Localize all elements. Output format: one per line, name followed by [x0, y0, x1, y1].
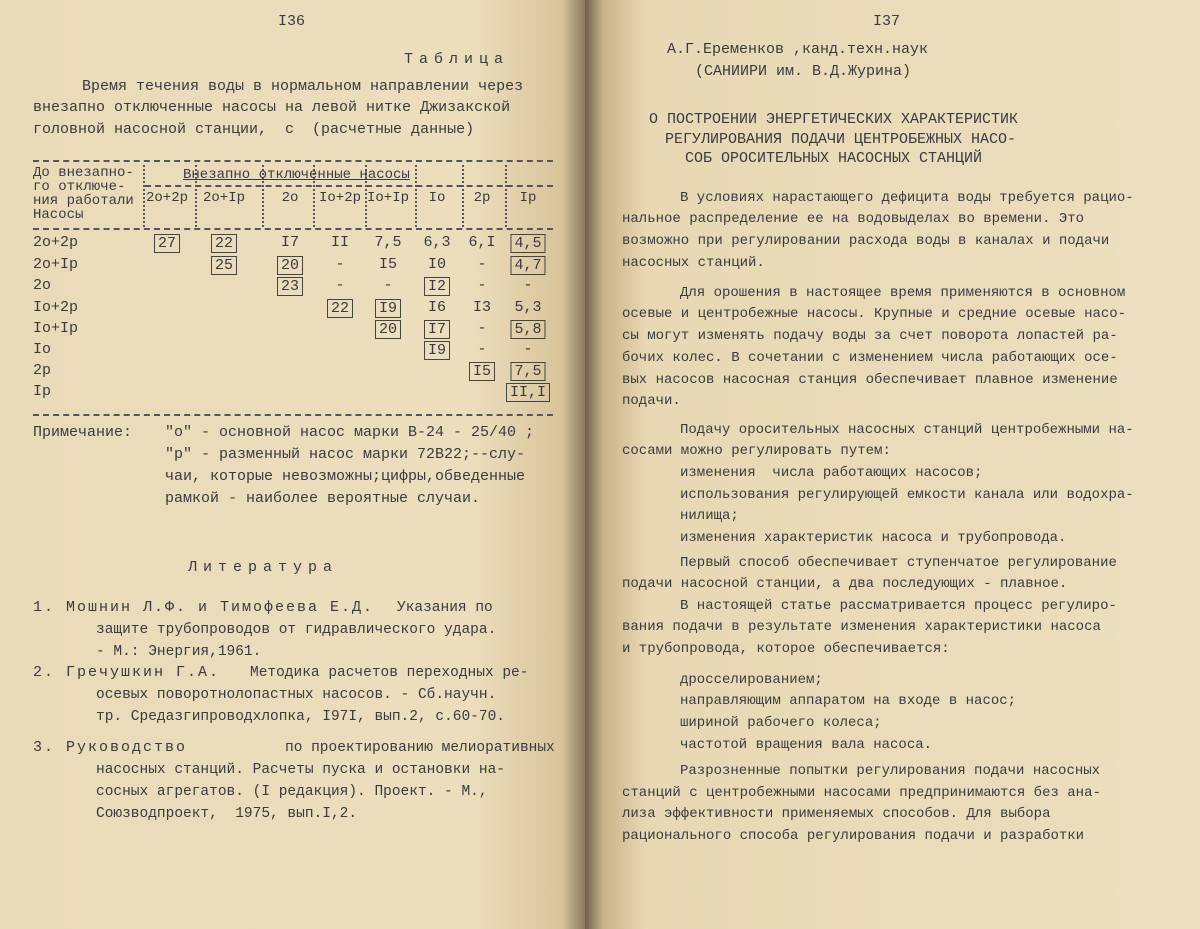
row-header-label: го отключе-: [33, 179, 126, 195]
body-line: и трубопровода, которое обеспечивается:: [622, 641, 950, 657]
table-cell: -: [477, 256, 487, 273]
column-header: Iр: [519, 190, 537, 206]
note-line: "о" - основной насос марки В-24 - 25/40 ;: [165, 424, 535, 441]
right-page: [585, 0, 1200, 929]
boxed-table-cell: I9: [375, 299, 401, 318]
body-line: осевые и центробежные насосы. Крупные и средние осевые насо-: [622, 306, 1127, 322]
table-cell: -: [477, 320, 487, 337]
body-line: изменения числа работающих насосов;: [680, 465, 983, 481]
table-cell: 6,3: [423, 234, 451, 251]
reference-author: 3. Руководство: [33, 739, 188, 756]
body-line: подачи.: [622, 393, 681, 409]
reference-line: - М.: Энергия,1961.: [96, 644, 262, 660]
body-line: возможно при регулировании расхода воды в каналах и подачи: [622, 233, 1110, 249]
column-divider: [415, 165, 417, 227]
reference-line: Методика расчетов переходных ре-: [250, 665, 529, 681]
row-label: Iо+2р: [33, 299, 79, 316]
table-cell: I7: [280, 234, 300, 251]
page-number: I37: [873, 13, 901, 30]
group-header: Внезапно отключенные насосы: [183, 167, 410, 183]
row-label: Iо+Iр: [33, 320, 79, 337]
boxed-table-cell: 20: [375, 320, 401, 339]
column-header: Iо+2р: [318, 190, 362, 206]
table-cell: -: [523, 341, 533, 358]
article-title-line: СОБ ОРОСИТЕЛЬНЫХ НАСОСНЫХ СТАНЦИЙ: [685, 150, 983, 167]
reference-line: по проектированию мелиоративных: [285, 740, 555, 756]
body-line: сы могут изменять подачу воды за счет поворота лопастей ра-: [622, 328, 1118, 344]
body-line: вания подачи в результате изменения характеристики насоса: [622, 619, 1101, 635]
body-line: лиза эффективности применяемых способов. Для выбора: [622, 806, 1051, 822]
row-label: Iр: [33, 383, 52, 400]
table-label: Таблица: [404, 51, 510, 68]
column-header: 2о+Iр: [202, 190, 246, 206]
boxed-table-cell: I2: [424, 277, 450, 296]
note-line: рамкой - наиболее вероятные случаи.: [165, 490, 481, 507]
table-cell: II: [330, 234, 350, 251]
body-line: изменения характеристик насоса и трубопровода.: [680, 530, 1067, 546]
table-cell: -: [477, 277, 487, 294]
boxed-table-cell: 25: [211, 256, 237, 275]
table-caption-line: внезапно отключенные насосы на левой нитке Джизакской: [33, 99, 511, 116]
body-line: нальное распределение ее на водовыделах во времени. Это: [622, 211, 1085, 227]
reference-author: 2. Гречушкин Г.А.: [33, 664, 221, 681]
reference-author: 1. Мошнин Л.Ф. и Тимофеева Е.Д.: [33, 599, 375, 616]
table-cell: 7,5: [374, 234, 402, 251]
column-divider: [505, 165, 507, 227]
body-line: шириной рабочего колеса;: [680, 715, 882, 731]
table-cell: I3: [472, 299, 492, 316]
reference-line: осевых поворотнолопастных насосов. - Сб.научн.: [96, 687, 497, 703]
table-rule: [145, 185, 553, 187]
table-cell: I5: [378, 256, 398, 273]
reference-line: насосных станций. Расчеты пуска и остановки на-: [96, 762, 505, 778]
note-label: Примечание:: [33, 424, 133, 441]
column-header: Iо: [428, 190, 446, 206]
table-cell: -: [523, 277, 533, 294]
body-line: вых насосов насосная станция обеспечивает плавное изменение: [622, 372, 1118, 388]
row-label: Iо: [33, 341, 52, 358]
row-header-label: ния работали: [33, 193, 134, 209]
body-line: дросселированием;: [680, 672, 823, 688]
affiliation: (САНИИРИ им. В.Д.Журина): [695, 63, 912, 80]
left-page: [0, 0, 585, 929]
boxed-table-cell: 5,8: [510, 320, 545, 339]
table-cell: -: [335, 277, 345, 294]
reference-line: тр. Средазгипроводхлопка, I97I, вып.2, с.60-70.: [96, 709, 505, 725]
body-line: нилища;: [680, 508, 739, 524]
column-header: Iо+Iр: [366, 190, 410, 206]
boxed-table-cell: 20: [277, 256, 303, 275]
body-line: направляющим аппаратом на входе в насос;: [680, 693, 1017, 709]
reference-line: Союзводпроект, 1975, вып.I,2.: [96, 806, 358, 822]
table-cell: -: [383, 277, 393, 294]
boxed-table-cell: I5: [469, 362, 495, 381]
literature-heading: Литература: [188, 559, 339, 576]
row-label: 2о: [33, 277, 52, 294]
table-cell: -: [477, 341, 487, 358]
body-line: насосных станций.: [622, 255, 765, 271]
article-title-line: РЕГУЛИРОВАНИЯ ПОДАЧИ ЦЕНТРОБЕЖНЫХ НАСО-: [665, 131, 1017, 148]
table-cell: I6: [427, 299, 447, 316]
boxed-table-cell: 7,5: [510, 362, 545, 381]
body-line: Для орошения в настоящее время применяются в основном: [680, 285, 1126, 301]
column-header: 2о: [281, 190, 299, 206]
table-rule: [33, 414, 553, 416]
body-line: бочих колес. В сочетании с изменением числа работающих осе-: [622, 350, 1118, 366]
boxed-table-cell: I9: [424, 341, 450, 360]
reference-line: защите трубопроводов от гидравлического удара.: [96, 622, 497, 638]
body-line: сосами можно регулировать путем:: [622, 443, 891, 459]
column-divider: [462, 165, 464, 227]
body-line: В условиях нарастающего дефицита воды требуется рацио-: [680, 190, 1134, 206]
reference-line: сосных агрегатов. (I редакция). Проект. - М.,: [96, 784, 488, 800]
row-label: 2р: [33, 362, 52, 379]
table-caption-line: Время течения воды в нормальном направлении через: [82, 78, 524, 95]
boxed-table-cell: 27: [154, 234, 180, 253]
body-line: частотой вращения вала насоса.: [680, 737, 933, 753]
body-line: Разрозненные попытки регулирования подачи насосных: [680, 763, 1101, 779]
table-cell: I0: [427, 256, 447, 273]
page-number: I36: [278, 13, 306, 30]
table-caption-line: головной насосной станции, с (расчетные данные): [33, 121, 475, 138]
table-cell: -: [335, 256, 345, 273]
body-line: использования регулирующей емкости канала или водохра-: [680, 487, 1134, 503]
body-line: Первый способ обеспечивает ступенчатое регулирование: [680, 555, 1117, 571]
body-line: станций с центробежными насосами предпринимаются без ана-: [622, 785, 1101, 801]
article-title-line: О ПОСТРОЕНИИ ЭНЕРГЕТИЧЕСКИХ ХАРАКТЕРИСТИК: [649, 111, 1019, 128]
boxed-table-cell: II,I: [506, 383, 550, 402]
table-rule: [33, 228, 553, 230]
row-header-label: До внезапно-: [33, 165, 134, 181]
author: А.Г.Еременков ,канд.техн.наук: [667, 41, 929, 58]
boxed-table-cell: 22: [327, 299, 353, 318]
body-line: Подачу оросительных насосных станций центробежными на-: [680, 422, 1134, 438]
boxed-table-cell: 4,7: [510, 256, 545, 275]
table-cell: 6,I: [468, 234, 496, 251]
boxed-table-cell: 22: [211, 234, 237, 253]
boxed-table-cell: 4,5: [510, 234, 545, 253]
row-label: 2о+Iр: [33, 256, 79, 273]
boxed-table-cell: 23: [277, 277, 303, 296]
note-line: чаи, которые невозможны;цифры,обведенные: [165, 468, 526, 485]
table-rule: [33, 160, 553, 162]
row-header-label: Насосы: [33, 207, 84, 223]
table-cell: 5,3: [514, 299, 542, 316]
body-line: рационального способа регулирования подачи и разработки: [622, 828, 1085, 844]
body-line: подачи насосной станции, а два последующих - плавное.: [622, 576, 1068, 592]
column-header: 2о+2р: [145, 190, 189, 206]
reference-line: Указания по: [397, 600, 493, 616]
column-header: 2р: [473, 190, 491, 206]
row-label: 2о+2р: [33, 234, 79, 251]
body-line: В настоящей статье рассматривается процесс регулиро-: [680, 598, 1117, 614]
boxed-table-cell: I7: [424, 320, 450, 339]
note-line: "р" - разменный насос марки 72В22;--слу-: [165, 446, 526, 463]
